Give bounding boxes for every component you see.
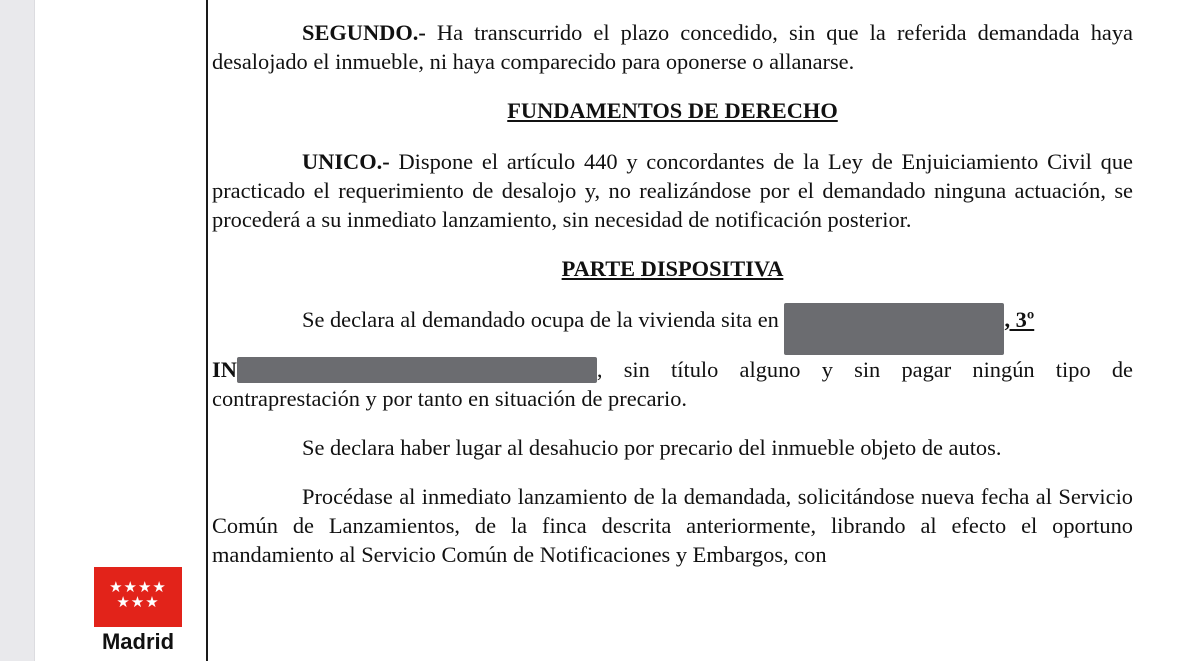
paragraph-lanzamiento: Procédase al inmediato lanzamiento de la demandada, solicitándose nueva fecha al Servicio Común de Lanzamientos, de la finca descrita anteriormente, librando al efecto el oportuno mandamiento al Servicio Común de Notificaciones y Embargos, con xyxy=(212,484,1133,567)
heading-word: PARTE xyxy=(561,256,636,281)
viewer-left-edge xyxy=(0,0,35,661)
redacted-address xyxy=(784,303,1004,355)
heading-word: DISPOSITIVA xyxy=(640,256,784,281)
madrid-logo xyxy=(94,567,186,655)
paragraph-declaracion xyxy=(212,305,1133,413)
paragraph-text: Se declara al demandado ocupa de la vivienda sita en xyxy=(302,307,785,332)
paragraph-lead: SEGUNDO.- xyxy=(302,20,426,45)
paragraph-text: , sin título alguno y sin pagar ningún tipo de contraprestación y por tanto en situación de precario. xyxy=(212,357,1133,411)
paragraph-segundo xyxy=(212,18,1133,76)
paragraph-text: IN xyxy=(212,357,237,382)
paragraph-unico xyxy=(212,147,1133,234)
paragraph-lead: UNICO.- xyxy=(302,149,390,174)
redacted-address-line xyxy=(237,357,597,383)
logo-text: Madrid xyxy=(101,629,175,654)
margin-rule xyxy=(206,0,208,661)
logo-stars: ★★★★ ★★★ xyxy=(109,578,167,611)
heading-parte-dispositiva xyxy=(212,254,1133,283)
paragraph-text: Dispone el artículo 440 y concordantes de la Ley de Enjuiciamiento Civil que practicado el requerimiento de desalojo y, no realizándose por el demandado ninguna actuación, se procederá a su inmediato lanzamiento, sin necesidad de notificación posterior. xyxy=(212,149,1133,232)
paragraph-text: , 3º xyxy=(1004,307,1035,332)
madrid-flag-icon xyxy=(94,567,182,627)
paragraph-text: Ha transcurrido el plazo concedido, sin que la referida demandada haya desalojado el inmueble, ni haya comparecido para oponerse o allanarse. xyxy=(212,20,1133,74)
paragraph-desahucio: Se declara haber lugar al desahucio por precario del inmueble objeto de autos. xyxy=(302,435,1002,460)
heading-fundamentos: FUNDAMENTOS DE DERECHO xyxy=(507,98,838,123)
document-body xyxy=(212,18,1133,569)
